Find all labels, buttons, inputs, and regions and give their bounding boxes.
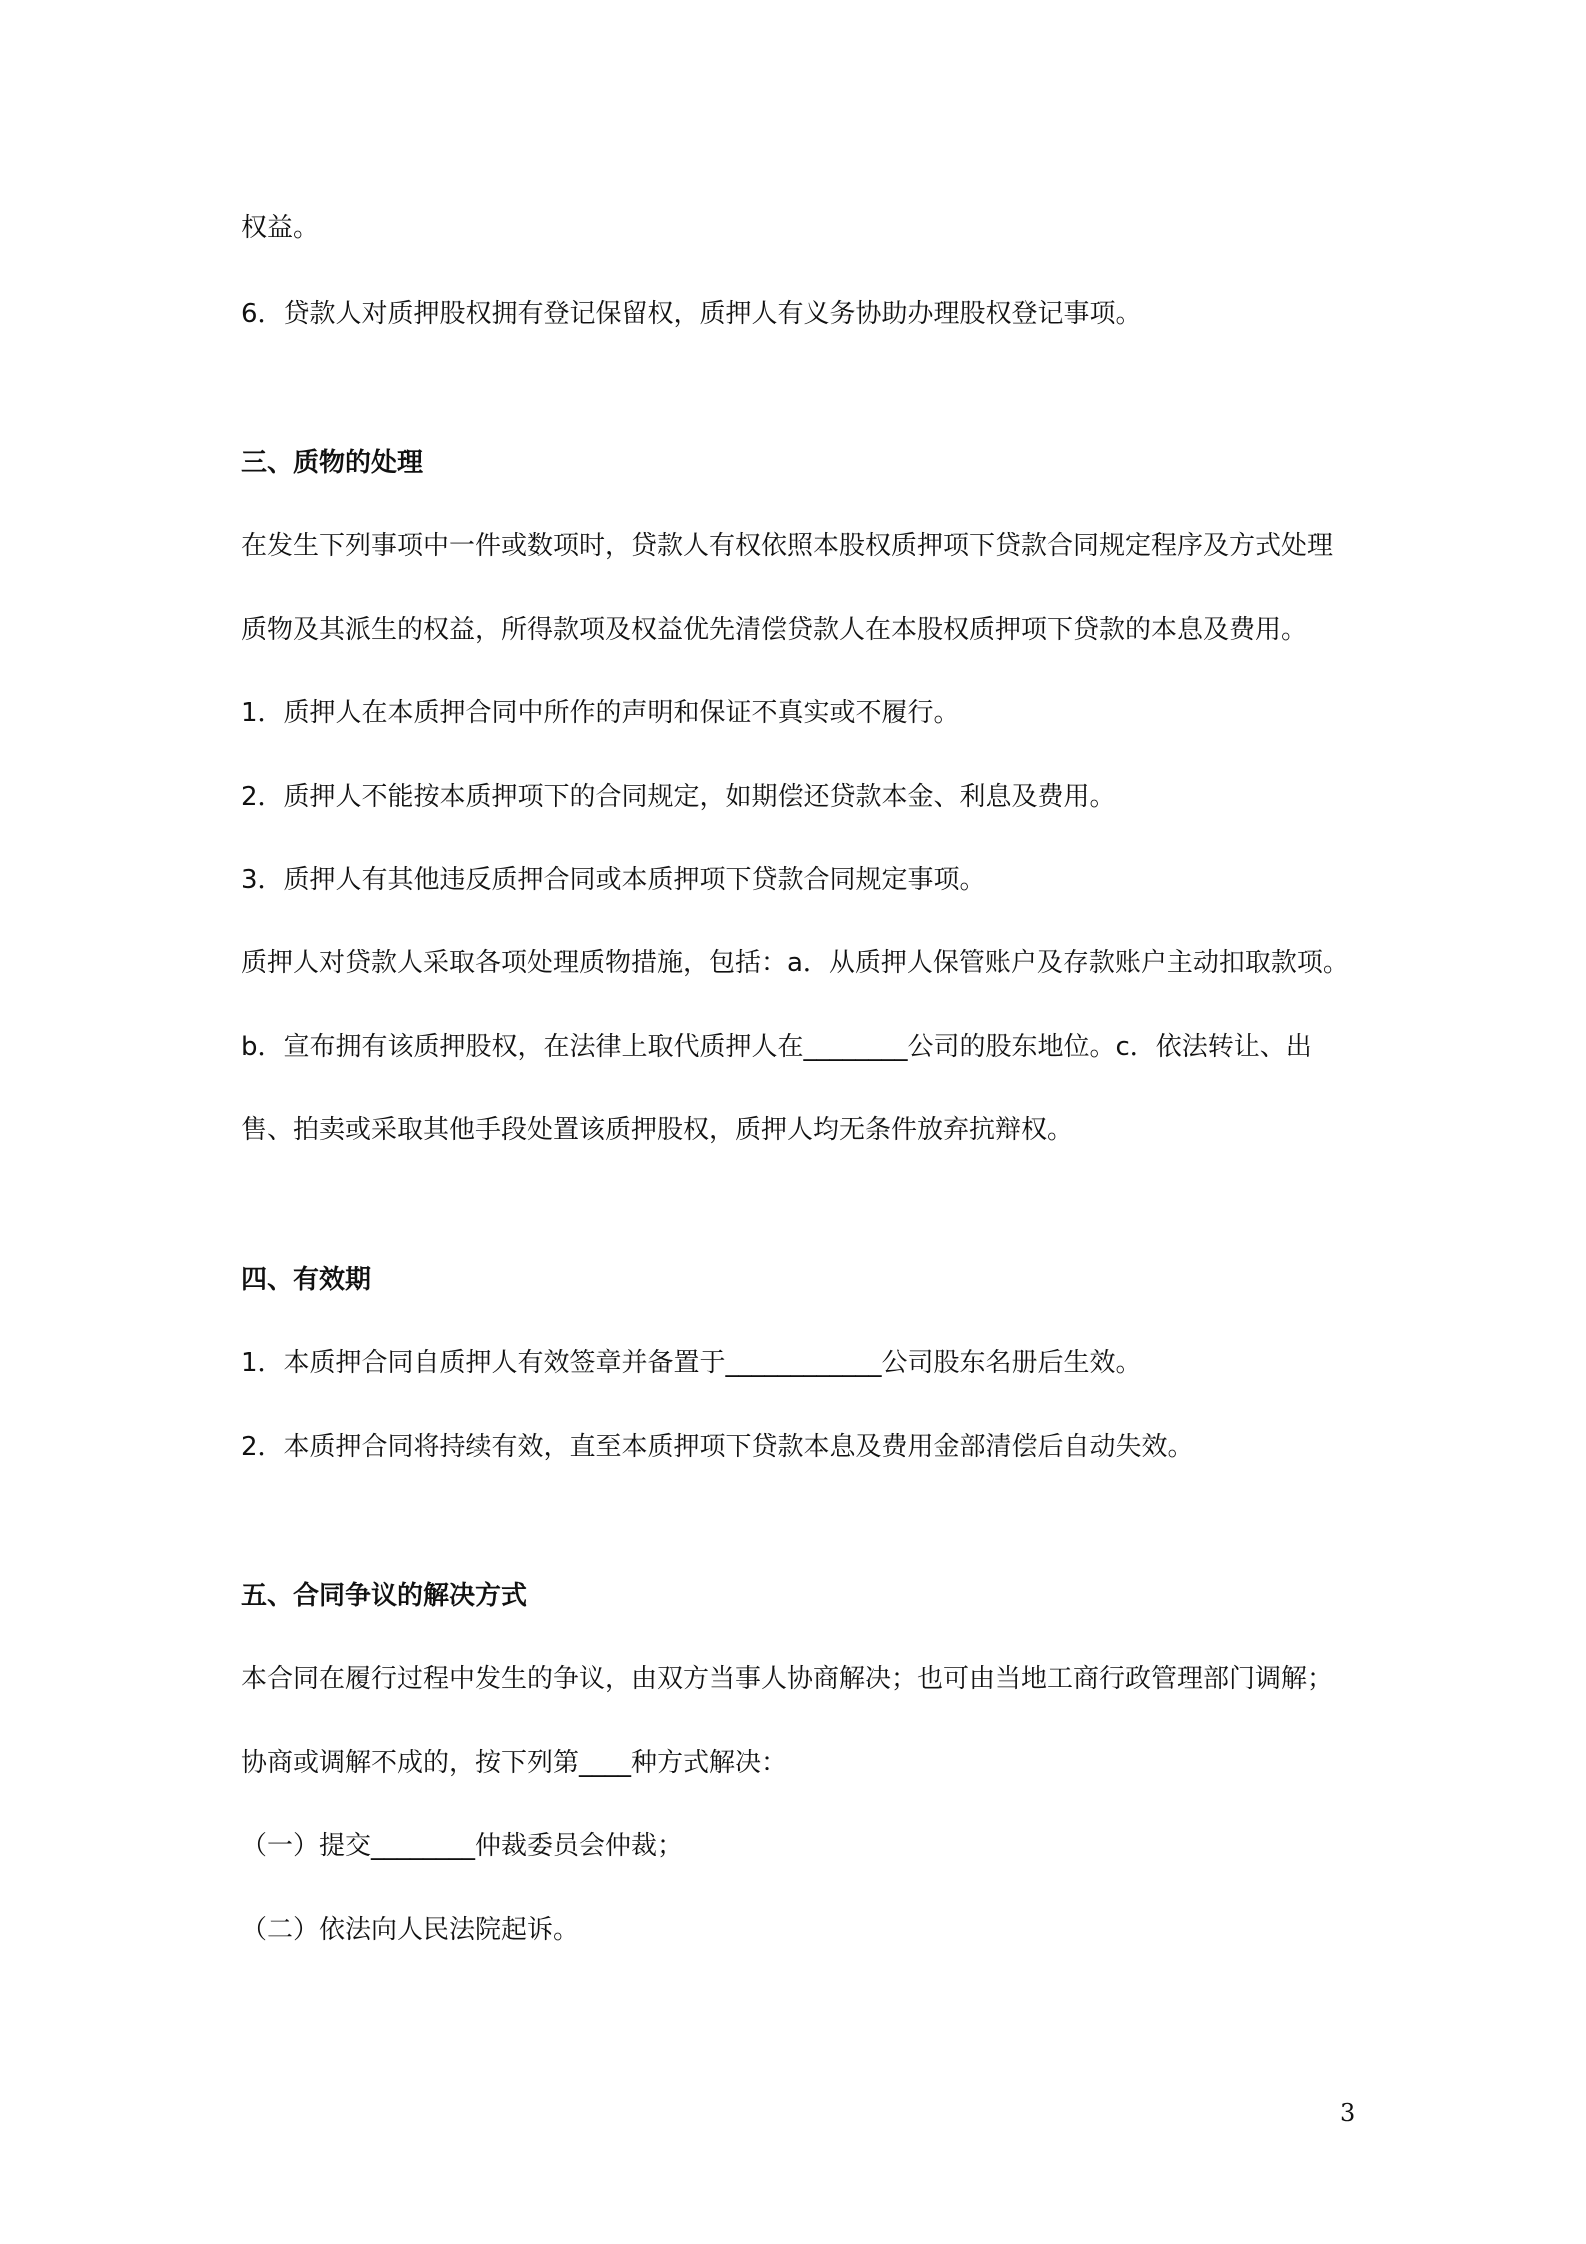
- paragraph-line: 本合同在履行过程中发生的争议，由双方当事人协商解决；也可由当地工商行政管理部门调解；: [241, 1664, 1334, 1694]
- paragraph-line: 协商或调解不成的，按下列第____种方式解决：: [241, 1748, 788, 1778]
- paragraph-line: 售、拍卖或采取其他手段处置该质押股权，质押人均无条件放弃抗辩权。: [241, 1115, 1074, 1145]
- clause-item: 1．本质押合同自质押人有效签章并备置于____________公司股东名册后生效。: [241, 1348, 1142, 1378]
- clause-item: 3．质押人有其他违反质押合同或本质押项下贷款合同规定事项。: [241, 865, 986, 895]
- clause-item: 2．质押人不能按本质押项下的合同规定，如期偿还贷款本金、利息及费用。: [241, 782, 1116, 812]
- option-item: （二）依法向人民法院起诉。: [241, 1915, 580, 1945]
- section-heading: 三、质物的处理: [241, 448, 424, 478]
- section-heading: 五、合同争议的解决方式: [241, 1581, 528, 1611]
- clause-item: 2．本质押合同将持续有效，直至本质押项下贷款本息及费用金部清偿后自动失效。: [241, 1432, 1194, 1462]
- paragraph-line: 质物及其派生的权益，所得款项及权益优先清偿贷款人在本股权质押项下贷款的本息及费用。: [241, 615, 1308, 645]
- paragraph-line: b．宣布拥有该质押股权，在法律上取代质押人在________公司的股东地位。c．依法转让、出: [241, 1032, 1312, 1062]
- paragraph-line: 质押人对贷款人采取各项处理质物措施，包括：a．从质押人保管账户及存款账户主动扣取款项。: [241, 948, 1349, 978]
- text-line: 权益。: [241, 213, 320, 243]
- clause-item: 1．质押人在本质押合同中所作的声明和保证不真实或不履行。: [241, 698, 960, 728]
- option-item: （一）提交________仲裁委员会仲裁；: [241, 1831, 684, 1861]
- clause-item: 6．贷款人对质押股权拥有登记保留权，质押人有义务协助办理股权登记事项。: [241, 299, 1142, 329]
- section-heading: 四、有效期: [241, 1265, 372, 1295]
- page-number: 3: [1340, 2099, 1356, 2127]
- paragraph-line: 在发生下列事项中一件或数项时，贷款人有权依照本股权质押项下贷款合同规定程序及方式处理: [241, 531, 1334, 561]
